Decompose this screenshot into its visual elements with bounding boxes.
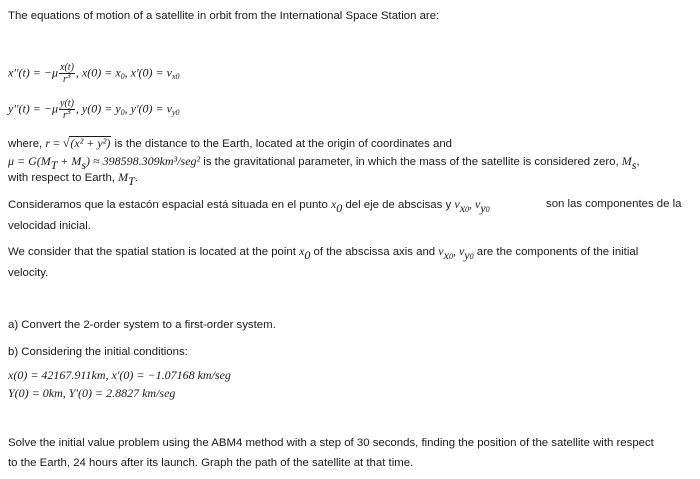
item-b: b) Considering the initial conditions: xyxy=(8,346,188,358)
task-line-1: Solve the initial value problem using the ABM4 method with a step of 30 seconds, finding the position of the satellite with respect xyxy=(8,437,654,449)
where-line-2: $\mu = G(M_T + M_s) \approx 398598.309km^3/seg^2$ is the gravitational parameter, in which the mass of the satellite is considered zero, $M_s$, xyxy=(8,154,640,172)
spanish-line-1: Consideramos que la estacón espacial está situada en el punto $x_0$ del eje de abscisas y $\nu_{x0}$, $\nu_{y0}$ xyxy=(8,197,490,215)
equation-x-denominator: $r^3$ xyxy=(63,71,71,85)
distance-sqrt: (x² + y²) xyxy=(70,136,111,150)
english-line-1: We consider that the spatial station is located at the point $x_0$ of the abscissa axis and $\nu_{x0}$, $\nu_{y0}$ are the components of the initial xyxy=(8,244,639,262)
item-a: a) Convert the 2-order system to a first-order system. xyxy=(8,319,276,331)
spanish-line-1-end: son las componentes de la xyxy=(546,198,682,210)
where-line-3: with respect to Earth, $M_T$. xyxy=(8,170,139,188)
spanish-line-2: velocidad inicial. xyxy=(8,220,91,232)
where-line-1: where, r = √(x² + y²) is the distance to the Earth, located at the origin of coordinates and xyxy=(8,136,453,150)
equation-y-denominator: $r^3$ xyxy=(63,107,71,121)
equation-x-initial: , x(0) = x xyxy=(75,65,121,80)
intro-text: The equations of motion of a satellite in orbit from the International Space Station are: xyxy=(8,10,440,22)
equation-y-initial: , y(0) = y xyxy=(75,101,121,116)
equation-x-lhs: x''(t) = −μ xyxy=(8,65,59,80)
english-line-2: velocity. xyxy=(8,267,49,279)
equation-x-numerator: x(t) xyxy=(60,62,74,73)
equation-y-fraction xyxy=(59,98,75,121)
equation-y-initial-velocity: , y'(0) = ν xyxy=(124,101,172,116)
equation-y-lhs: y''(t) = −μ xyxy=(8,101,59,116)
task-line-2: to the Earth, 24 hours after its launch. Graph the path of the satellite at that time. xyxy=(8,457,414,469)
initial-conditions-y: Y(0) = 0km, Y'(0) = 2.8827 km/seg xyxy=(8,386,176,400)
equation-y-numerator: y(t) xyxy=(60,98,74,109)
initial-conditions-x: x(0) = 42167.911km, x'(0) = −1.07168 km/seg xyxy=(8,368,231,382)
equation-y: y''(t) = −μ $\frac{y(t)}{r^3}$ , $y(0) = y_0$, $y'(0) = \nu_{y0}$ xyxy=(8,98,180,121)
equation-x-fraction xyxy=(59,62,75,85)
gravitational-parameter-value: ) ≈ 398598.309km³/seg² xyxy=(86,154,201,168)
equation-x-initial-velocity: , x'(0) = ν xyxy=(124,65,172,80)
equation-x: x''(t) = −μ $\frac{x(t)}{r^3}$ , $x(0) = x_0$, $x'(0) = \nu_{x0}$ xyxy=(8,62,180,85)
